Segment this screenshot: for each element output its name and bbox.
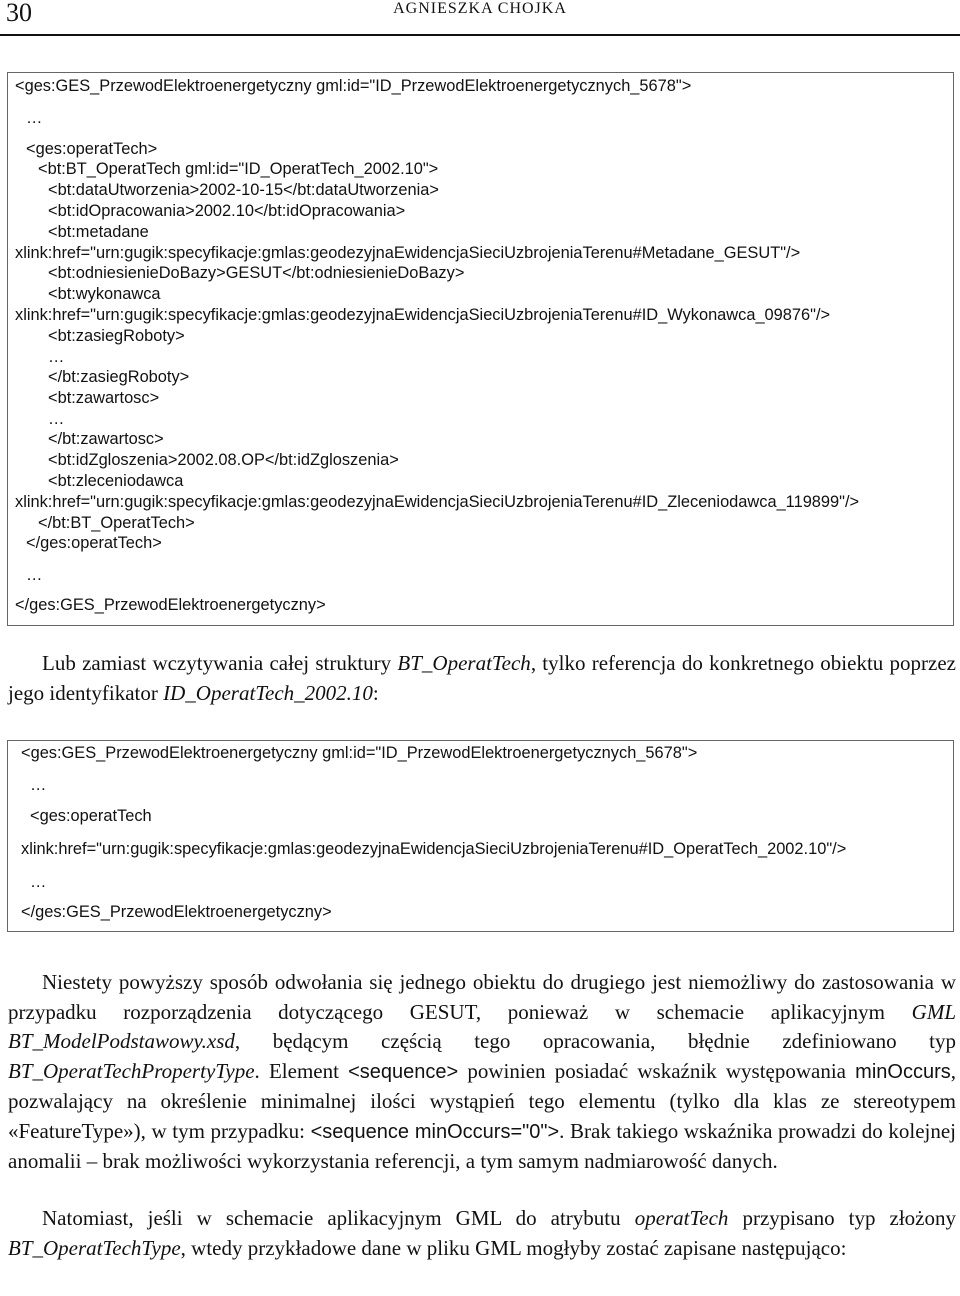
code-line: xlink:href="urn:gugik:specyfikacje:gmlas:geodezyjnaEwidencjaSieciUzbrojeniaTerenu#ID_Wykonawca_09876"/> bbox=[15, 306, 831, 324]
code-line: <bt:wykonawca bbox=[48, 285, 161, 303]
code-line: xlink:href="urn:gugik:specyfikacje:gmlas:geodezyjnaEwidencjaSieciUzbrojeniaTerenu#ID_OperatTech_2002.10"/> bbox=[21, 840, 847, 858]
italic-term: BT_OperatTechPropertyType bbox=[8, 1058, 255, 1083]
text-run: , będącym częścią tego opracowania, błędnie zdefiniowano typ bbox=[234, 1029, 956, 1053]
text-run: . Element bbox=[254, 1058, 349, 1083]
text-run: Niestety powyższy sposób odwołania się jednego obiektu do drugiego jest niemożliwy do zastosowania w przypadku rozporządzenia dotyczącego GESUT, ponieważ w schemacie aplikacyjnym bbox=[8, 970, 956, 1024]
text-run: powinien posiadać wskaźnik występowania bbox=[458, 1058, 856, 1083]
paragraph-complex-type bbox=[8, 1204, 956, 1263]
text-run: , wtedy przykładowe dane w pliku GML mogłyby zostać zapisane następująco: bbox=[180, 1235, 847, 1260]
code-line: </ges:operatTech> bbox=[26, 534, 162, 552]
code-line: … bbox=[48, 348, 65, 366]
code-line: <ges:GES_PrzewodElektroenergetyczny gml:id="ID_PrzewodElektroenergetycznych_5678"> bbox=[21, 744, 698, 762]
code-line: <bt:BT_OperatTech gml:id="ID_OperatTech_2002.10"> bbox=[38, 160, 439, 178]
text-run: przypisano typ złożony bbox=[728, 1206, 956, 1230]
code-term: minOccurs bbox=[855, 1060, 951, 1083]
code-line: xlink:href="urn:gugik:specyfikacje:gmlas:geodezyjnaEwidencjaSieciUzbrojeniaTerenu#ID_Zleceniodawca_119899"/> bbox=[15, 493, 860, 511]
text-run: . Brak takiego wskaźnika prowadzi do kolejnej anomalii – brak możliwości wykorzystania referencji, a tym samym nadmiarowość danych. bbox=[8, 1118, 957, 1173]
code-line: <bt:metadane bbox=[48, 223, 149, 241]
code-block-full-operattech bbox=[7, 72, 954, 626]
text-run: : bbox=[372, 680, 379, 705]
code-line: <bt:idOpracowania>2002.10</bt:idOpracowania> bbox=[48, 202, 406, 220]
code-line: <bt:zleceniodawca bbox=[48, 472, 184, 490]
text-run: Lub zamiast wczytywania całej struktury bbox=[42, 651, 398, 675]
code-line: … bbox=[30, 873, 47, 891]
italic-term: operatTech bbox=[634, 1206, 729, 1230]
code-line: xlink:href="urn:gugik:specyfikacje:gmlas:geodezyjnaEwidencjaSieciUzbrojeniaTerenu#Metadane_GESUT"/> bbox=[15, 244, 801, 262]
code-line: … bbox=[30, 776, 47, 794]
code-line: </bt:zasiegRoboty> bbox=[48, 368, 190, 386]
paragraph-reference-intro bbox=[8, 649, 956, 708]
code-line: <ges:GES_PrzewodElektroenergetyczny gml:id="ID_PrzewodElektroenergetycznych_5678"> bbox=[15, 77, 692, 95]
code-line: <bt:dataUtworzenia>2002-10-15</bt:dataUtworzenia> bbox=[48, 181, 439, 199]
code-line: <ges:operatTech> bbox=[26, 140, 158, 158]
code-term: <sequence> bbox=[348, 1060, 459, 1083]
code-line: </bt:BT_OperatTech> bbox=[38, 514, 195, 532]
code-line: </ges:GES_PrzewodElektroenergetyczny> bbox=[15, 596, 326, 614]
italic-term: BT_OperatTechType bbox=[8, 1235, 181, 1260]
italic-term: ID_OperatTech_2002.10 bbox=[163, 680, 373, 705]
code-line: … bbox=[48, 410, 65, 428]
code-line: … bbox=[26, 109, 43, 127]
code-line: <bt:zawartosc> bbox=[48, 389, 160, 407]
italic-term: GML BT_ModelPodstawowy.xsd bbox=[8, 999, 956, 1053]
paragraph-gesut-anomaly bbox=[8, 968, 956, 1177]
italic-term: BT_OperatTech bbox=[397, 651, 531, 675]
code-line: </bt:zawartosc> bbox=[48, 430, 164, 448]
text-run: , pozwalający na określenie minimalnej ilości wystąpień tego elementu (tylko dla klas ze stereotypem «FeatureType»), w tym przypadku: bbox=[8, 1058, 956, 1143]
page-header bbox=[0, 0, 960, 36]
running-title: AGNIESZKA CHOJKA bbox=[393, 0, 567, 17]
code-line: … bbox=[26, 566, 43, 584]
page-number: 30 bbox=[6, 0, 32, 27]
code-line: <ges:operatTech bbox=[30, 807, 152, 825]
text-run: , tylko referencja do konkretnego obiektu poprzez jego identyfikator bbox=[8, 651, 956, 705]
code-block-reference bbox=[7, 740, 954, 932]
code-line: <bt:zasiegRoboty> bbox=[48, 327, 185, 345]
code-line: <bt:odniesienieDoBazy>GESUT</bt:odniesienieDoBazy> bbox=[48, 264, 465, 282]
code-line: <bt:idZgloszenia>2002.08.OP</bt:idZgloszenia> bbox=[48, 451, 399, 469]
code-line: </ges:GES_PrzewodElektroenergetyczny> bbox=[21, 903, 332, 921]
code-term: <sequence minOccurs="0"> bbox=[310, 1120, 560, 1143]
text-run: Natomiast, jeśli w schemacie aplikacyjnym GML do atrybutu bbox=[42, 1206, 635, 1230]
